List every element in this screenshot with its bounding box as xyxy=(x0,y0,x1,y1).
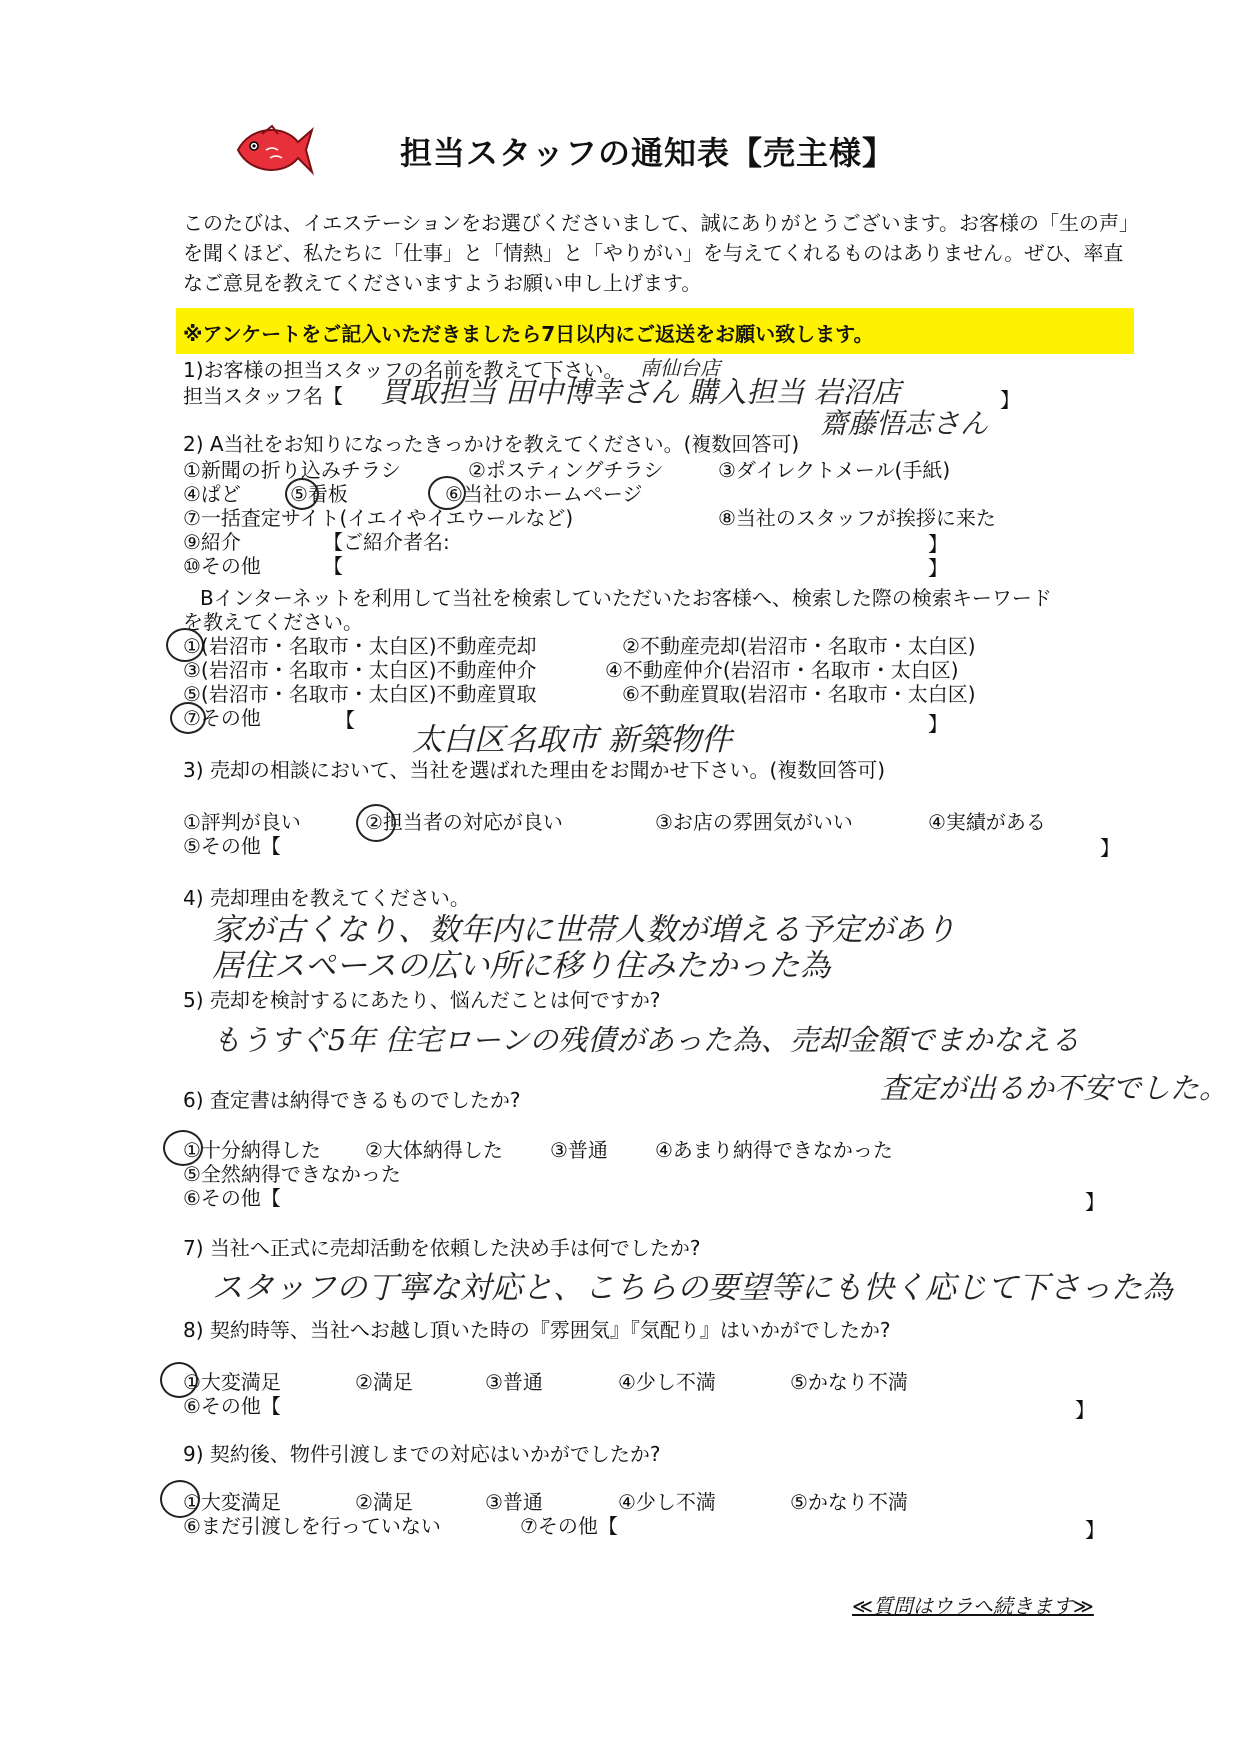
q3-close: 】 xyxy=(1100,836,1120,860)
q3-opt1: ①評判が良い xyxy=(183,810,301,834)
q2b-handwritten: 太白区名取市 新築物件 xyxy=(412,722,732,758)
q8-opt5: ⑤かなり不満 xyxy=(790,1370,908,1394)
q8-opt2: ②満足 xyxy=(355,1370,413,1394)
q6-opt1: ①十分納得した xyxy=(183,1138,321,1162)
q9-opt1: ①大変満足 xyxy=(183,1490,281,1514)
q2b-question-line1: Bインターネットを利用して当社を検索していただいたお客様へ、検索した際の検索キーワード xyxy=(200,586,1052,610)
q1-handwritten-line2: 齋藤悟志さん xyxy=(820,407,989,440)
q5-question: 5) 売却を検討するにあたり、悩んだことは何ですか? xyxy=(183,988,661,1012)
q9-opt2: ②満足 xyxy=(355,1490,413,1514)
q2a-question: 2) A当社をお知りになったきっかけを教えてください。(複数回答可) xyxy=(183,432,800,456)
q9-opt7: ⑦その他【 xyxy=(520,1514,618,1538)
q2b-opt4: ④不動産仲介(岩沼市・名取市・太白区) xyxy=(605,658,959,682)
q8-question: 8) 契約時等、当社へお越し頂いた時の『雰囲気』『気配り』はいかがでしたか? xyxy=(183,1318,891,1342)
q6-question: 6) 査定書は納得できるものでしたか? xyxy=(183,1088,521,1112)
q9-opt3: ③普通 xyxy=(485,1490,543,1514)
q2a-opt6-circle-mark xyxy=(428,476,466,510)
q2a-opt9-close: 】 xyxy=(928,532,948,556)
q4-question: 4) 売却理由を教えてください。 xyxy=(183,886,470,910)
q2a-opt10-open: 【 xyxy=(323,554,343,578)
q2b-opt6: ⑥不動産買取(岩沼市・名取市・太白区) xyxy=(622,682,976,706)
q2b-opt2: ②不動産売却(岩沼市・名取市・太白区) xyxy=(622,634,976,658)
q7-handwritten: スタッフの丁寧な対応と、こちらの要望等にも快く応じて下さった為 xyxy=(212,1270,1173,1306)
q2a-opt3: ③ダイレクトメール(手紙) xyxy=(718,458,951,482)
q2a-opt9: ⑨紹介 xyxy=(183,530,241,554)
page-title: 担当スタッフの通知表【売主様】 xyxy=(400,134,896,172)
intro-text: このたびは、イエステーションをお選びくださいまして、誠にありがとうございます。お客様の「生の声」を聞くほど、私たちに「仕事」と「情熱」と「やりがい」を与えてくれるものはありません。ぜひ、率直なご意見を教えてくださいますようお願い申し上げます。 xyxy=(183,211,1139,295)
q6-opt6: ⑥その他【 xyxy=(183,1186,281,1210)
q8-opt1: ①大変満足 xyxy=(183,1370,281,1394)
q9-opt6: ⑥まだ引渡しを行っていない xyxy=(183,1514,441,1538)
q4-handwritten-line1: 家が古くなり、数年内に世帯人数が増える予定があり xyxy=(212,912,956,948)
q3-opt2: ②担当者の対応が良い xyxy=(365,810,563,834)
q9-opt5: ⑤かなり不満 xyxy=(790,1490,908,1514)
q8-close: 】 xyxy=(1075,1398,1095,1422)
q1-handwritten-above: 南仙台店 xyxy=(640,356,720,380)
q8-opt6: ⑥その他【 xyxy=(183,1394,281,1418)
notice-text: ※アンケートをご記入いただきましたら7日以内にご返送をお願い致します。 xyxy=(183,322,874,346)
q2a-opt7: ⑦一括査定サイト(イエイやイエウールなど) xyxy=(183,506,574,530)
q3-question: 3) 売却の相談において、当社を選ばれた理由をお聞かせ下さい。(複数回答可) xyxy=(183,758,886,782)
q2b-opt3: ③(岩沼市・名取市・太白区)不動産仲介 xyxy=(183,658,537,682)
q9-close: 】 xyxy=(1085,1518,1105,1542)
q6-opt5: ⑤全然納得できなかった xyxy=(183,1162,401,1186)
q7-question: 7) 当社へ正式に売却活動を依頼した決め手は何でしたか? xyxy=(183,1236,701,1260)
q4-handwritten-line2: 居住スペースの広い所に移り住みたかった為 xyxy=(212,948,831,984)
q1-label: 担当スタッフ名【 xyxy=(183,384,343,408)
q2b-opt5: ⑤(岩沼市・名取市・太白区)不動産買取 xyxy=(183,682,537,706)
footer-continued-note: ≪質問はウラへ続きます≫ xyxy=(852,1594,1094,1618)
q1-question: 1)お客様の担当スタッフの名前を教えて下さい。 xyxy=(183,358,624,382)
q8-opt3: ③普通 xyxy=(485,1370,543,1394)
q8-opt4: ④少し不満 xyxy=(618,1370,716,1394)
q2a-opt1: ①新聞の折り込みチラシ xyxy=(183,458,401,482)
q3-opt4: ④実績がある xyxy=(928,810,1046,834)
q9-opt4: ④少し不満 xyxy=(618,1490,716,1514)
q6-opt2: ②大体納得した xyxy=(365,1138,503,1162)
q2a-opt10: ⑩その他 xyxy=(183,554,261,578)
q9-question: 9) 契約後、物件引渡しまでの対応はいかがでしたか? xyxy=(183,1442,661,1466)
q3-opt5: ⑤その他【 xyxy=(183,834,281,858)
q2b-opt7-close: 】 xyxy=(928,712,948,736)
q2a-opt9-label: 【ご紹介者名: xyxy=(323,530,450,554)
q1-handwritten-line1: 買取担当 田中博幸さん 購入担当 岩沼店 xyxy=(380,375,901,409)
q3-opt3: ③お店の雰囲気がいい xyxy=(655,810,853,834)
q2b-opt1: ①(岩沼市・名取市・太白区)不動産売却 xyxy=(183,634,537,658)
q6-opt4: ④あまり納得できなかった xyxy=(655,1138,893,1162)
q2b-question-line2: を教えてください。 xyxy=(183,610,363,634)
q2a-opt8: ⑧当社のスタッフが挨拶に来た xyxy=(718,506,996,530)
q5-handwritten-line2: 査定が出るか不安でした。 xyxy=(880,1071,1229,1105)
q2a-opt4: ④ぱど xyxy=(183,482,241,506)
q1-close: 】 xyxy=(1000,388,1020,412)
q2a-opt5: ⑤看板 xyxy=(290,482,348,506)
q2b-opt7: ⑦その他 xyxy=(183,706,261,730)
q6-opt3: ③普通 xyxy=(550,1138,608,1162)
red-fish-icon xyxy=(232,120,314,180)
q2a-opt6: ⑥当社のホームページ xyxy=(445,482,643,506)
q2b-opt7-open: 【 xyxy=(335,708,355,732)
q5-handwritten-line1: もうすぐ5年 住宅ローンの残債があった為、売却金額でまかなえる xyxy=(212,1023,1080,1057)
q2a-opt10-close: 】 xyxy=(928,556,948,580)
q6-close: 】 xyxy=(1085,1190,1105,1214)
q2a-opt2: ②ポスティングチラシ xyxy=(468,458,664,482)
